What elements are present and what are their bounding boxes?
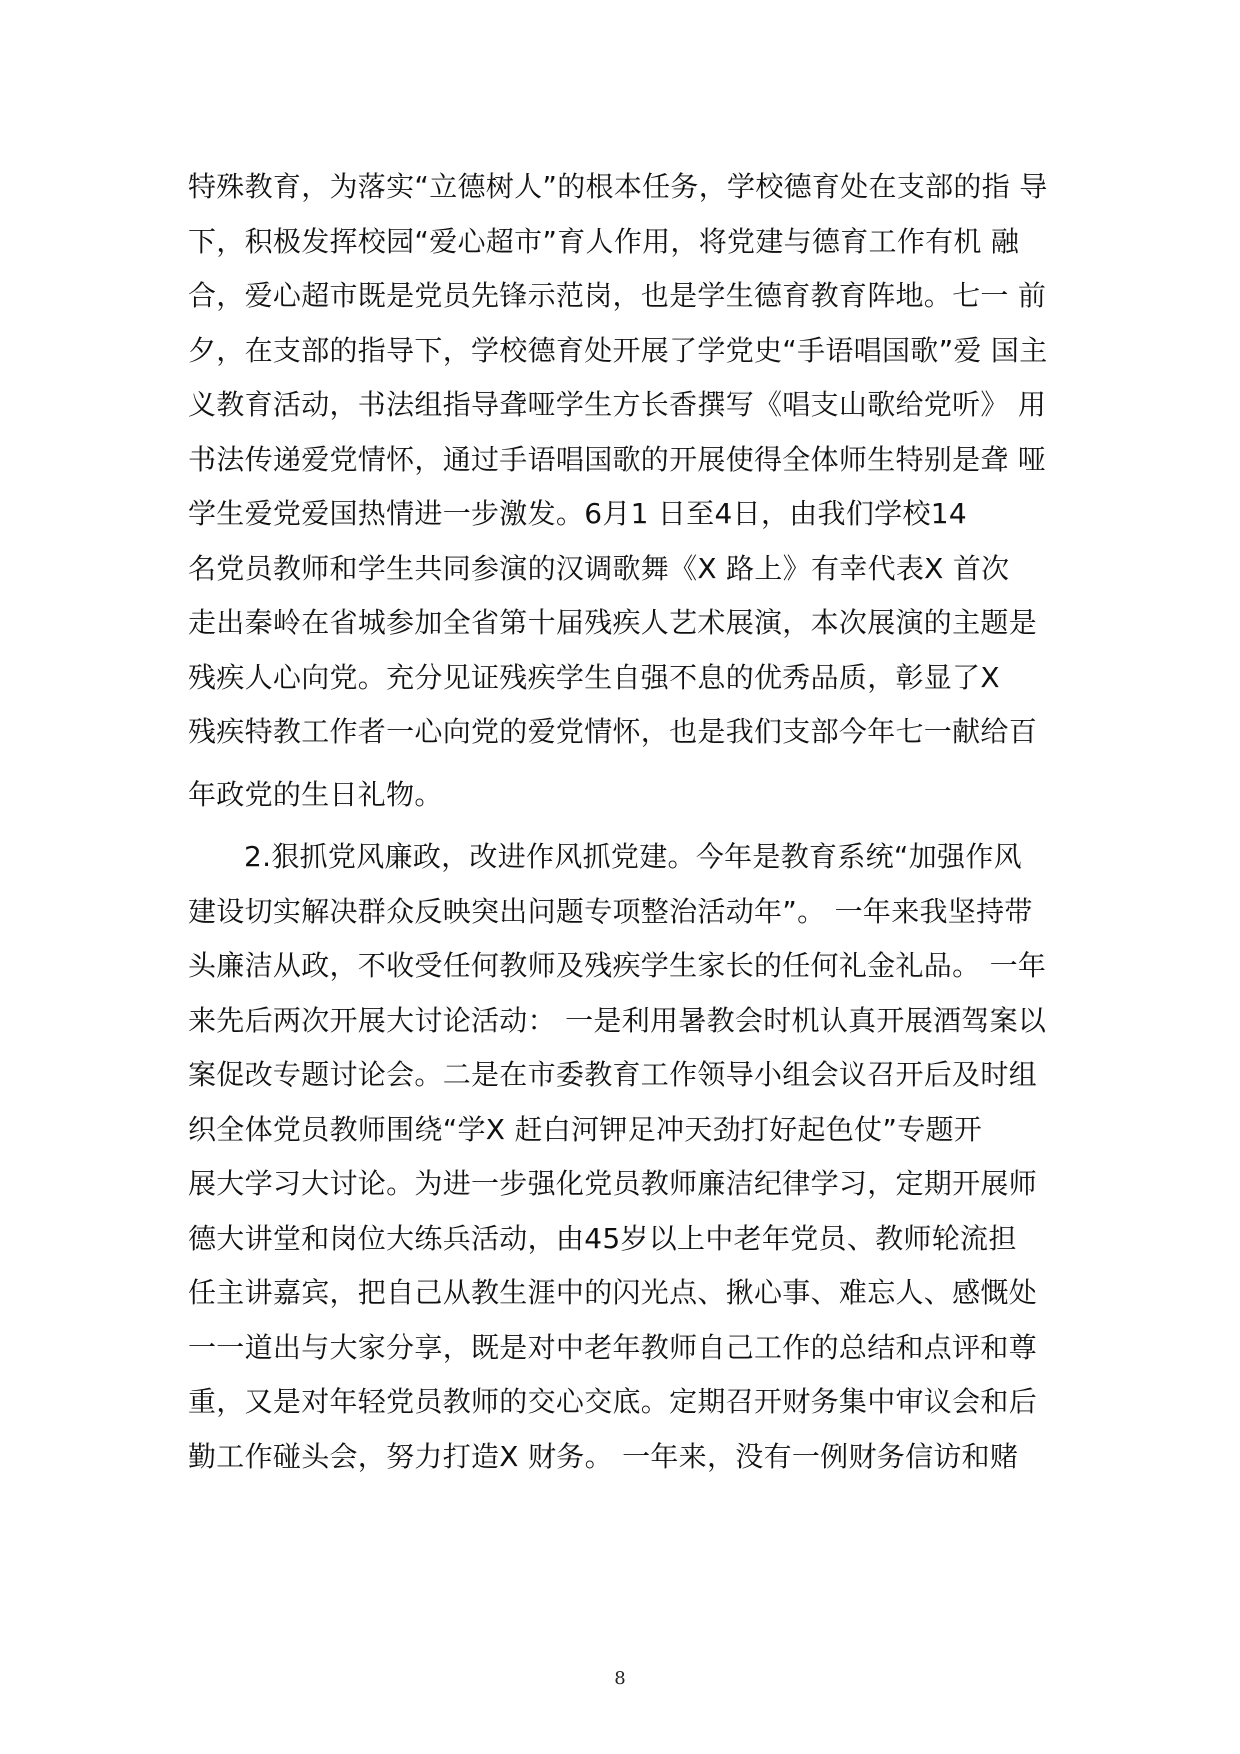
text-line: 义教育活动，书法组指导聋哑学生方长香撰写《唱支山歌给党听》 用 — [188, 388, 1047, 421]
text-line: 2.狠抓党风廉政，改进作风抓党建。今年是教育系统“加强作风 — [244, 840, 1022, 873]
text-line: 书法传递爱党情怀，通过手语唱国歌的开展使得全体师生特别是聋 哑 — [188, 442, 1047, 476]
text-line: 任主讲嘉宾，把自己从教生涯中的闪光点、揪心事、难忘人、感慨处 — [188, 1276, 1038, 1309]
text-line: 特殊教育，为落实“立德树人”的根本任务，学校德育处在支部的指 导 — [188, 170, 1048, 203]
text-line: 展大学习大讨论。为进一步强化党员教师廉洁纪律学习，定期开展师 — [188, 1167, 1038, 1200]
text-line: 年政党的生日礼物。 — [188, 777, 443, 811]
text-line: 头廉洁从政，不收受任何教师及残疾学生家长的任何礼金礼品。 一年 — [188, 949, 1047, 982]
page-number: 8 — [614, 1668, 626, 1689]
text-line: 合，爱心超市既是党员先锋示范岗，也是学生德育教育阵地。七一 前 — [188, 279, 1047, 312]
body-text — [188, 160, 1068, 1484]
text-line: 一一道出与大家分享，既是对中老年教师自己工作的总结和点评和尊 — [188, 1330, 1038, 1364]
text-line: 勤工作碰头会，努力打造X 财务。 一年来，没有一例财务信访和赌 — [188, 1439, 1019, 1473]
paragraph-2 — [188, 830, 1068, 1484]
text-line: 残疾人心向党。充分见证残疾学生自强不息的优秀品质，彰显了X — [188, 660, 1000, 694]
text-line: 重，又是对年轻党员教师的交心交底。定期召开财务集中审议会和后 — [188, 1385, 1038, 1418]
text-line: 走出秦岭在省城参加全省第十届残疾人艺术展演，本次展演的主题是 — [188, 606, 1038, 639]
text-line: 下，积极发挥校园“爱心超市”育人作用，将党建与德育工作有机 融 — [188, 224, 1020, 258]
text-line: 来先后两次开展大讨论活动： 一是利用暑教会时机认真开展酒驾案以 — [188, 1003, 1047, 1037]
text-line: 案促改专题讨论会。二是在市委教育工作领导小组会议召开后及时组 — [188, 1058, 1038, 1091]
text-line: 织全体党员教师围绕“学X 赶白河钾足冲天劲打好起色仗”专题开 — [188, 1112, 983, 1146]
text-line: 名党员教师和学生共同参演的汉调歌舞《X 路上》有幸代表X 首次 — [188, 551, 1010, 585]
text-line: 建设切实解决群众反映突出问题专项整治活动年”。 一年来我坚持带 — [188, 894, 1033, 928]
text-line: 残疾特教工作者一心向党的爱党情怀，也是我们支部今年七一献给百 — [188, 715, 1038, 748]
text-line: 德大讲堂和岗位大练兵活动，由45岁以上中老年党员、教师轮流担 — [188, 1221, 1017, 1255]
text-line: 夕，在支部的指导下，学校德育处开展了学党史“手语唱国歌”爱 国主 — [188, 333, 1048, 367]
text-line: 学生爱党爱国热情进一步激发。6月1 日至4日，由我们学校14 — [188, 497, 967, 530]
paragraph-1 — [188, 160, 1068, 822]
